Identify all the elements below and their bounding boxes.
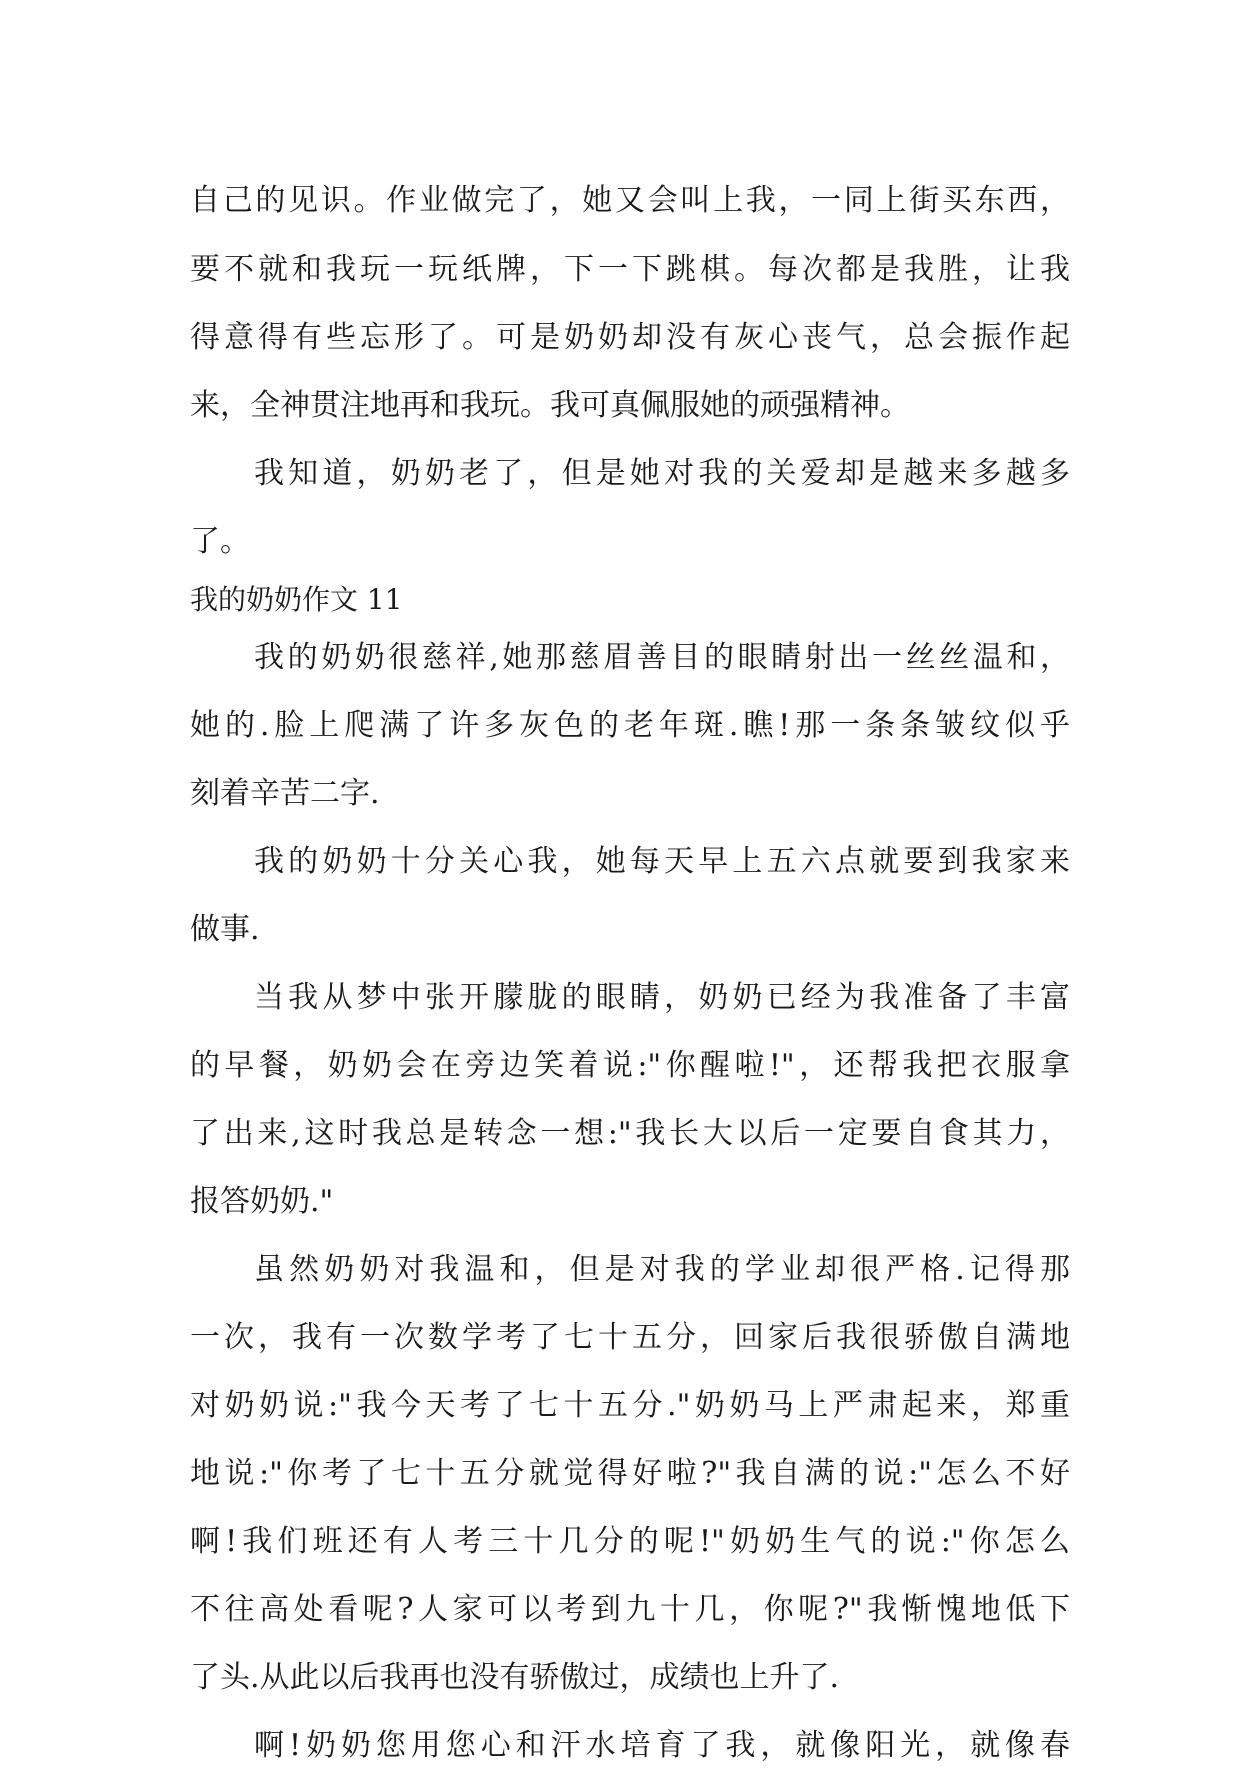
text-line: 得意得有些忘形了。可是奶奶却没有灰心丧气，总会振作起 xyxy=(190,320,1070,355)
text-line: 地说:"你考了七十五分就觉得好啦?"我自满的说:"怎么不好 xyxy=(190,1456,1070,1491)
section-heading: 我的奶奶作文 11 xyxy=(190,583,403,616)
paragraph-first-line: 当我从梦中张开朦胧的眼睛，奶奶已经为我准备了丰富 xyxy=(254,980,1070,1015)
text-line: 一次，我有一次数学考了七十五分，回家后我很骄傲自满地 xyxy=(190,1320,1070,1355)
paragraph-first-line: 我知道，奶奶老了，但是她对我的关爱却是越来多越多 xyxy=(254,456,1070,491)
text-line: 了头.从此以后我再也没有骄傲过，成绩也上升了. xyxy=(190,1660,840,1695)
text-line: 的早餐，奶奶会在旁边笑着说:"你醒啦!"，还帮我把衣服拿 xyxy=(190,1048,1070,1083)
text-line: 了出来,这时我总是转念一想:"我长大以后一定要自食其力， xyxy=(190,1116,1070,1151)
text-line: 自己的见识。作业做完了，她又会叫上我，一同上街买东西， xyxy=(190,183,1070,218)
text-line: 来，全神贯注地再和我玩。我可真佩服她的顽强精神。 xyxy=(190,388,910,423)
text-line: 刻着辛苦二字. xyxy=(190,776,380,811)
text-line: 要不就和我玩一玩纸牌，下一下跳棋。每次都是我胜，让我 xyxy=(190,252,1070,287)
text-line: 她的.脸上爬满了许多灰色的老年斑.瞧!那一条条皱纹似乎 xyxy=(190,708,1070,743)
text-line: 做事. xyxy=(190,912,260,947)
text-line: 报答奶奶." xyxy=(190,1184,334,1219)
paragraph-first-line: 啊!奶奶您用您心和汗水培育了我，就像阳光，就像春 xyxy=(254,1728,1070,1763)
paragraph-first-line: 我的奶奶十分关心我，她每天早上五六点就要到我家来 xyxy=(254,844,1070,879)
paragraph-first-line: 虽然奶奶对我温和，但是对我的学业却很严格.记得那 xyxy=(254,1252,1070,1287)
text-line: 对奶奶说:"我今天考了七十五分."奶奶马上严肃起来，郑重 xyxy=(190,1388,1070,1423)
text-line: 了。 xyxy=(190,524,250,559)
text-line: 啊!我们班还有人考三十几分的呢!"奶奶生气的说:"你怎么 xyxy=(190,1524,1070,1559)
text-line: 不往高处看呢?人家可以考到九十几，你呢?"我惭愧地低下 xyxy=(190,1592,1070,1627)
paragraph-first-line: 我的奶奶很慈祥,她那慈眉善目的眼睛射出一丝丝温和， xyxy=(254,640,1070,675)
